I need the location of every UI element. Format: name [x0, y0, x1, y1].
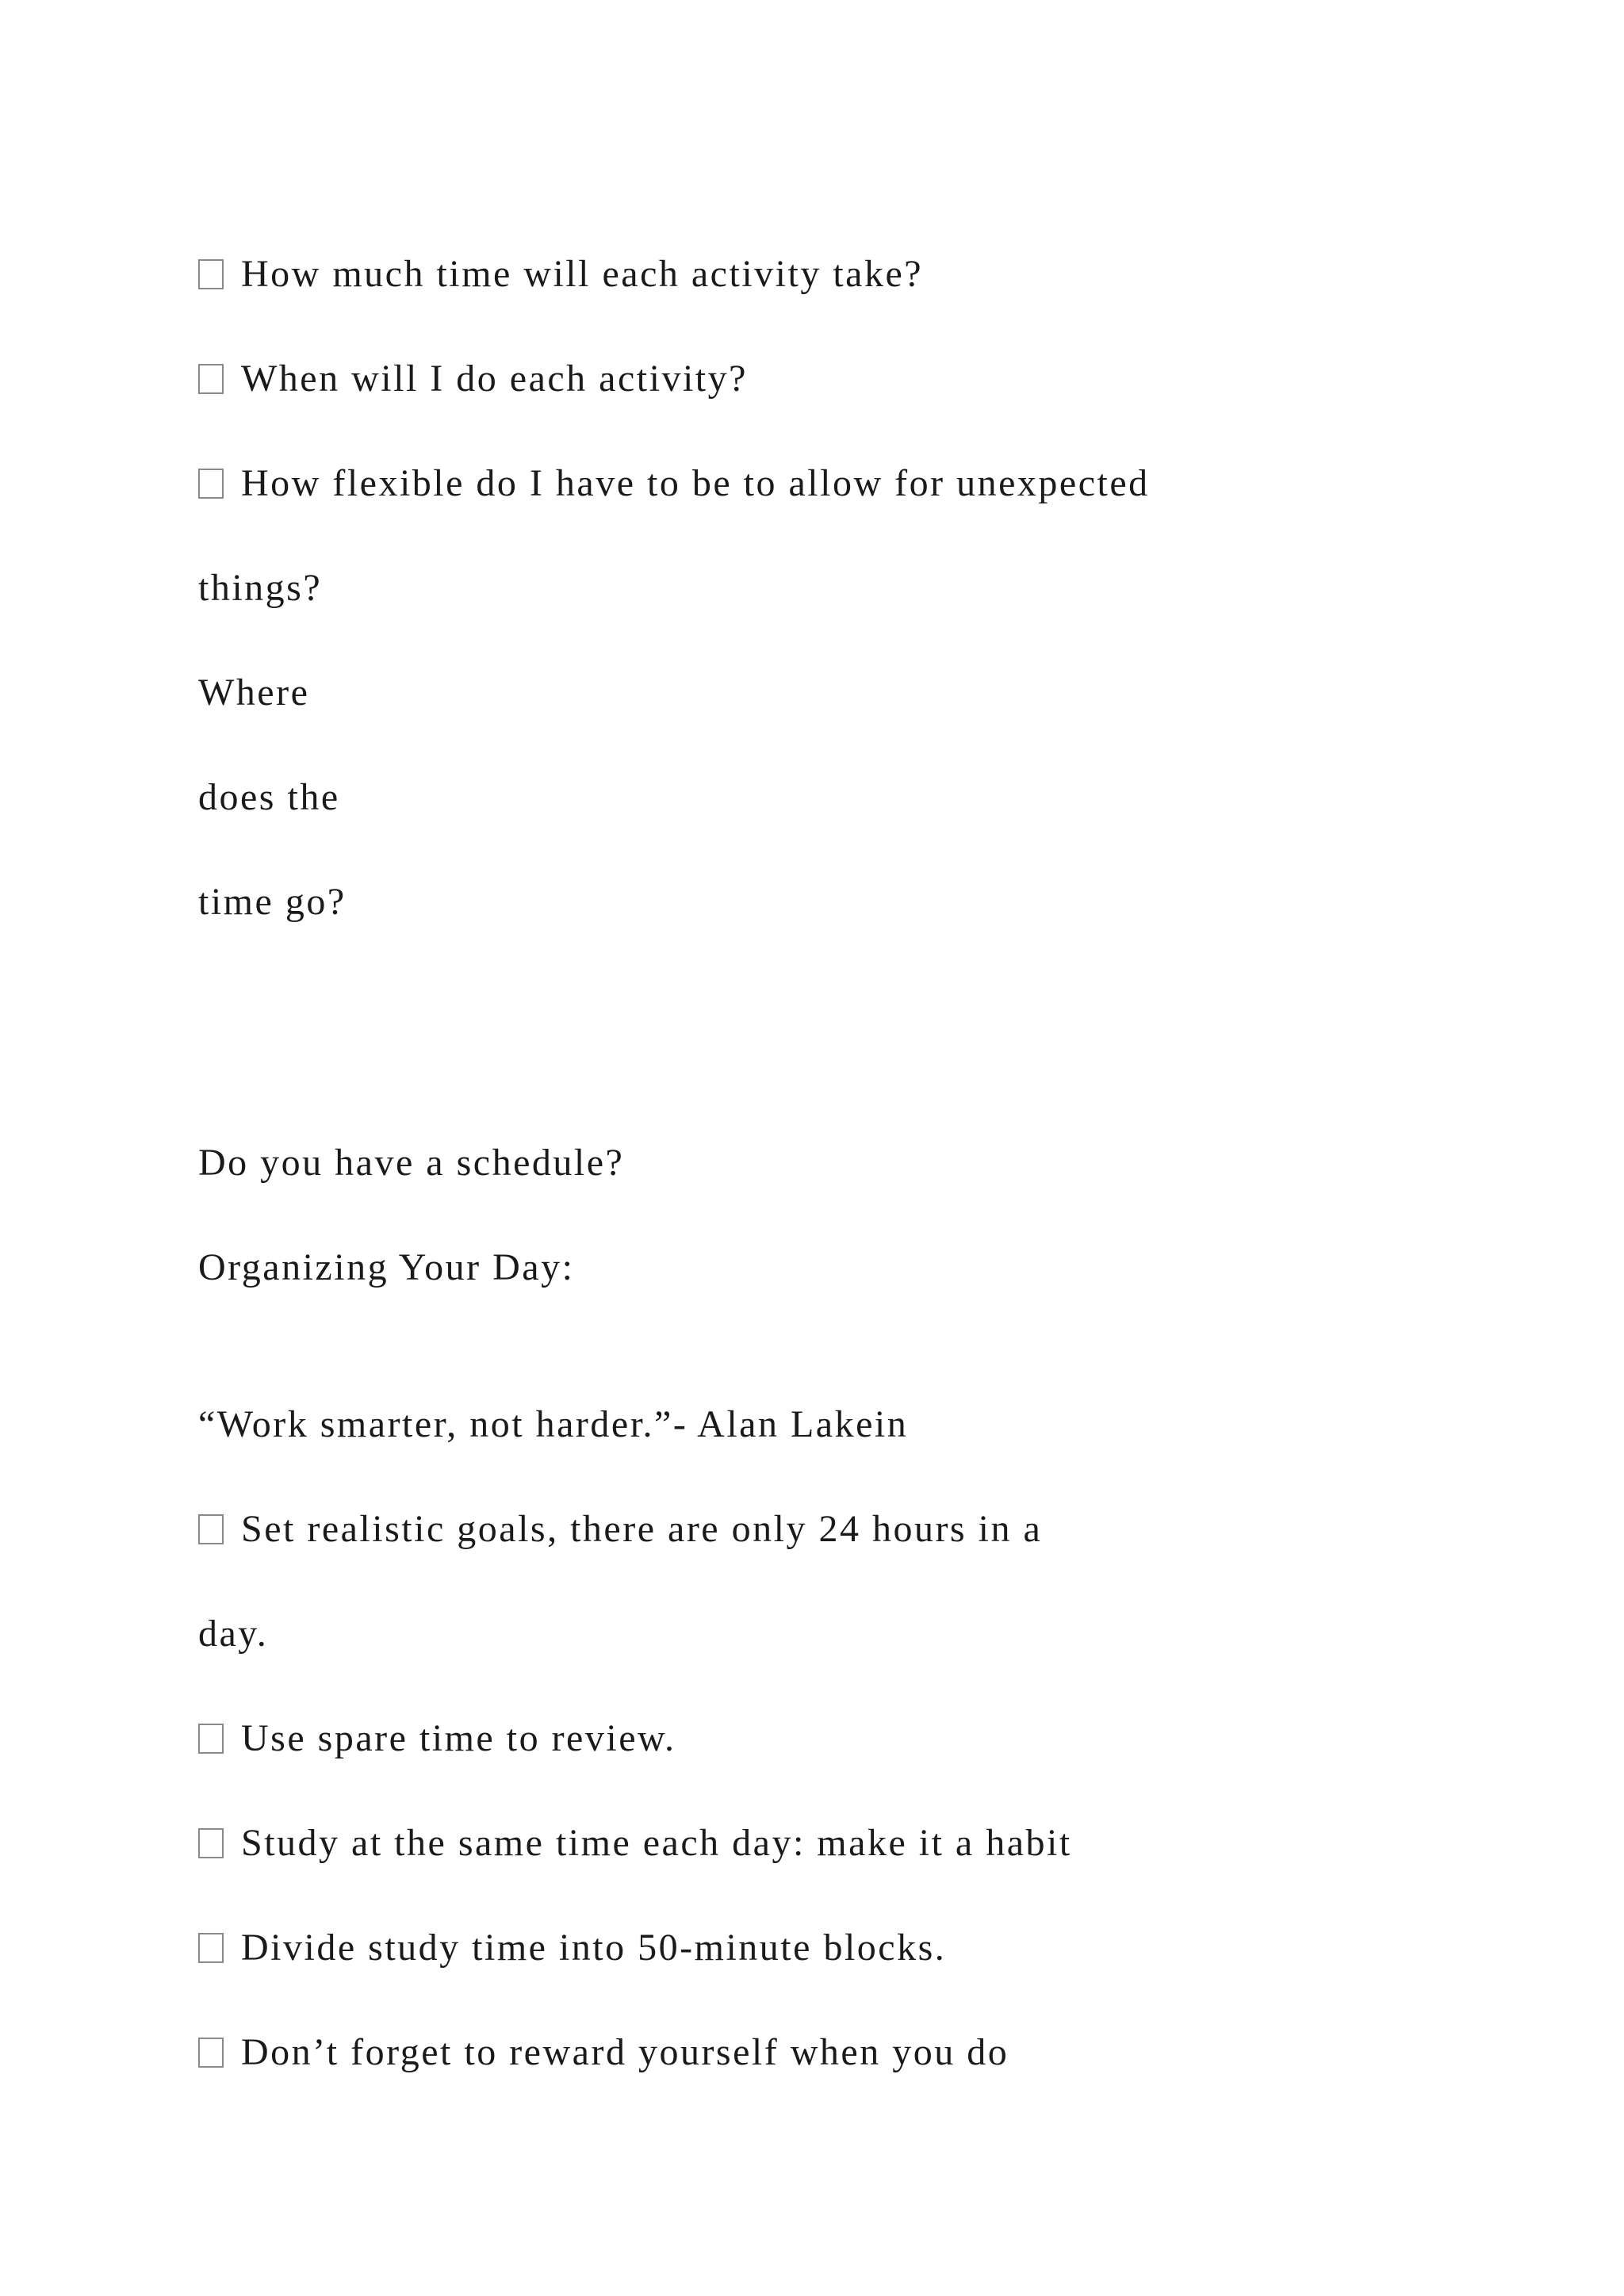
bullet-continuation: things?	[198, 567, 323, 609]
bullet-box-icon	[198, 364, 224, 394]
bullet-item	[198, 251, 923, 298]
bullet-text: Don’t forget to reward yourself when you do	[241, 2031, 1009, 2073]
bullet-text: Set realistic goals, there are only 24 hours in a	[241, 1508, 1043, 1550]
bullet-text: How much time will each activity take?	[241, 253, 924, 295]
bullet-box-icon	[198, 259, 224, 289]
bullet-text: When will I do each activity?	[241, 358, 748, 400]
bullet-item	[198, 2029, 1009, 2076]
bullet-item	[198, 1820, 1072, 1867]
bullet-item	[198, 1715, 676, 1762]
bullet-item	[198, 1924, 946, 1972]
bullet-text: How flexible do I have to be to allow for unexpected	[241, 462, 1150, 504]
bullet-text: Study at the same time each day: make it a habit	[241, 1822, 1072, 1864]
quote: “Work smarter, not harder.”- Alan Lakein	[198, 1403, 909, 1445]
heading-line: time go?	[198, 881, 347, 923]
heading-line: Where	[198, 672, 310, 714]
bullet-text: Divide study time into 50-minute blocks.	[241, 1927, 947, 1969]
bullet-box-icon	[198, 1514, 224, 1544]
bullet-box-icon	[198, 1933, 224, 1963]
bullet-box-icon	[198, 469, 224, 499]
bullet-box-icon	[198, 2038, 224, 2068]
bullet-text: Use spare time to review.	[241, 1717, 676, 1759]
bullet-box-icon	[198, 1724, 224, 1754]
schedule-question: Do you have a schedule?	[198, 1142, 625, 1184]
bullet-continuation: day.	[198, 1613, 269, 1655]
section-title: Organizing Your Day:	[198, 1246, 575, 1288]
heading-line: does the	[198, 776, 340, 818]
bullet-item	[198, 460, 1150, 507]
bullet-item	[198, 355, 748, 403]
bullet-item	[198, 1506, 1042, 1553]
bullet-box-icon	[198, 1828, 224, 1858]
